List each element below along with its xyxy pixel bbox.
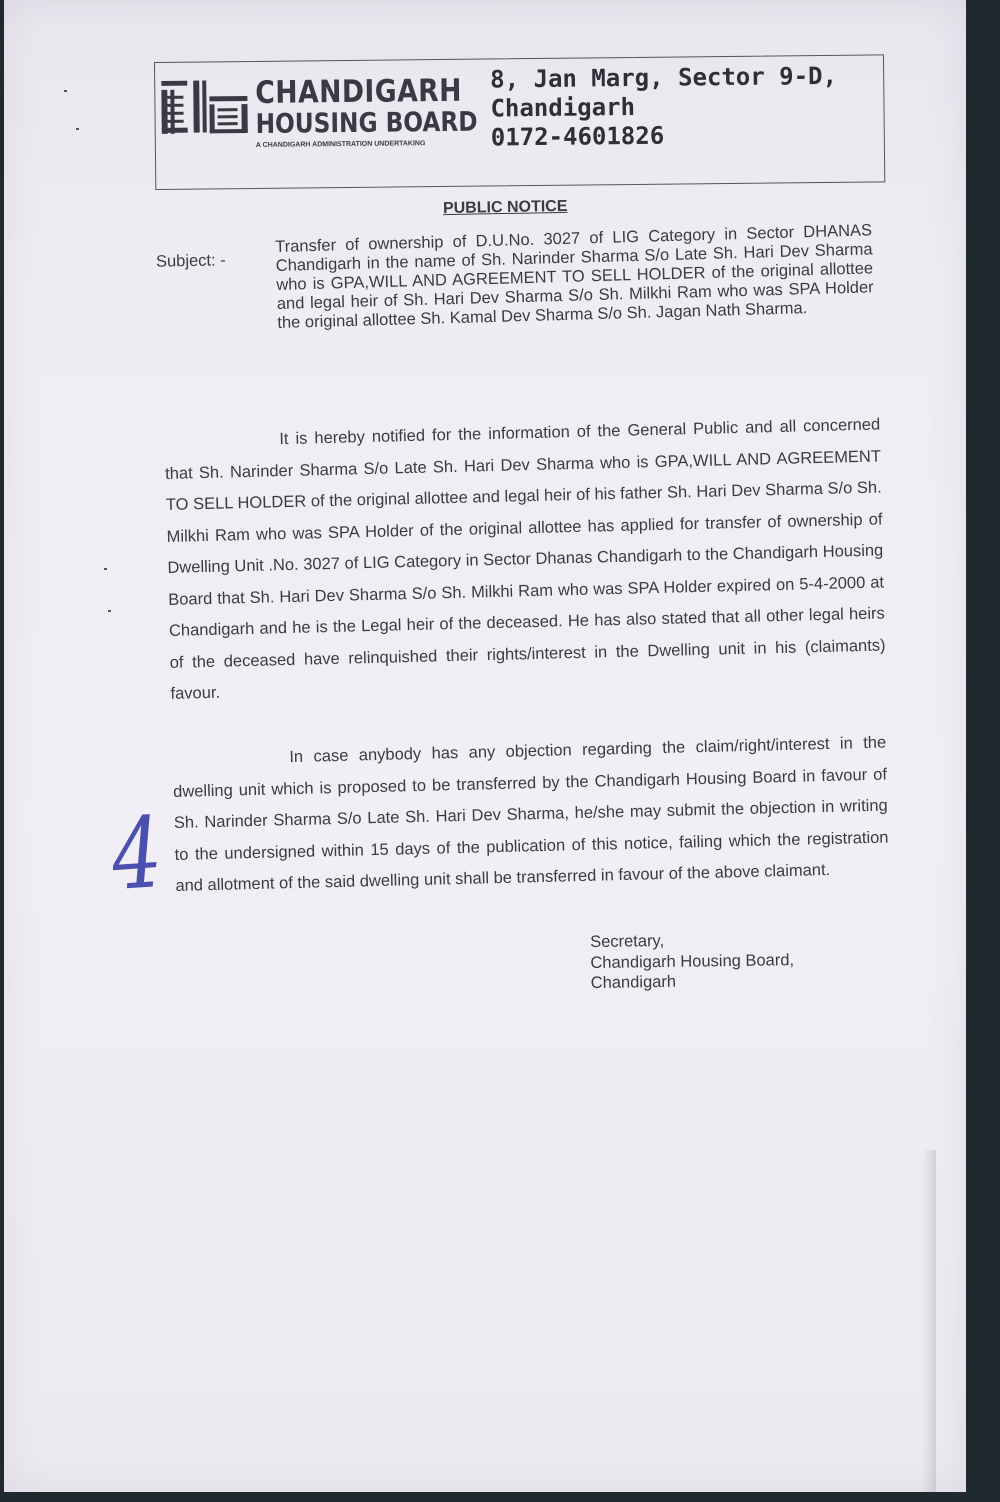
- address-line-1: 8, Jan Marg, Sector 9-D,: [490, 61, 838, 94]
- address-line-2: Chandigarh: [490, 92, 636, 123]
- office-address: [490, 62, 838, 153]
- subject-label: Subject: -: [155, 251, 226, 271]
- document-page: [4, 0, 966, 1492]
- paper-fold-shadow: [922, 1150, 936, 1492]
- signature-organization: Chandigarh Housing Board,: [590, 950, 795, 972]
- signature-city: Chandigarh: [590, 972, 677, 992]
- notice-title: PUBLIC NOTICE: [442, 197, 568, 218]
- handwritten-page-number: 4: [108, 797, 166, 913]
- notice-paragraph-2: In case anybody has any objection regarding the claim/right/interest in the dwelling unit which is proposed to be transferred by the Chandigarh Housing Board in favour of Sh. Narinder Sharma S/o Late Sh. Hari Dev Sharma, he/she may submit the objection in writing to the undersigned within 15 days of the publication of this notice, failing which the registration and allotment of the said dwelling unit shall be transferred in favour of the above claimant.: [172, 733, 889, 895]
- speck-mark: [104, 568, 107, 570]
- letterhead-box: [154, 54, 885, 190]
- signature-block: [590, 929, 794, 993]
- chb-logo-icon: [161, 80, 250, 141]
- notice-paragraph-1: It is hereby notified for the information of the General Public and all concerned that Sh. Narinder Sharma S/o Late Sh. Hari Dev Sharma who is GPA,WILL AND AGREEMENT TO SELL HOLDER of the original allottee and legal heir of his father Sh. Hari Dev Sharma S/o Sh. Milkhi Ram who was SPA Holder of the original allottee has applied for transfer of ownership of Dwelling Unit .No. 3027 of LIG Category in Sector Dhanas Chandigarh to the Chandigarh Housing Board that Sh. Hari Dev Sharma S/o Sh. Milkhi Ram who was SPA Holder expired on 5-4-2000 at Chandigarh and he is the Legal heir of the deceased. He has also stated that all other legal heirs of the deceased have relinquished their rights/interest in the Dwelling unit in his (claimants) favour.: [164, 415, 886, 703]
- phone-number: 0172-4601826: [490, 121, 665, 152]
- speck-mark: [64, 90, 67, 92]
- signature-title: Secretary,: [590, 931, 665, 951]
- speck-mark: [108, 610, 111, 612]
- logo-wordmark: [255, 74, 486, 149]
- logo-line-housing-board: HOUSING BOARD: [255, 106, 478, 140]
- logo-line-chandigarh: CHANDIGARH: [255, 72, 463, 111]
- logo-tagline: A CHANDIGARH ADMINISTRATION UNDERTAKING: [255, 140, 426, 149]
- subject-text: Transfer of ownership of D.U.No. 3027 of LIG Category in Sector DHANAS Chandigarh in the name of Sh. Narinder Sharma S/o Late Sh. Hari Dev Sharma who is GPA,WILL AND AGREEMENT TO SELL HOLDER of the original allottee and legal heir of Sh. Hari Dev Sharma S/o Sh. Milkhi Ram who was SPA Holder the original allottee Sh. Kamal Dev Sharma S/o Sh. Jagan Nath Sharma.: [275, 221, 874, 332]
- speck-mark: [76, 128, 79, 130]
